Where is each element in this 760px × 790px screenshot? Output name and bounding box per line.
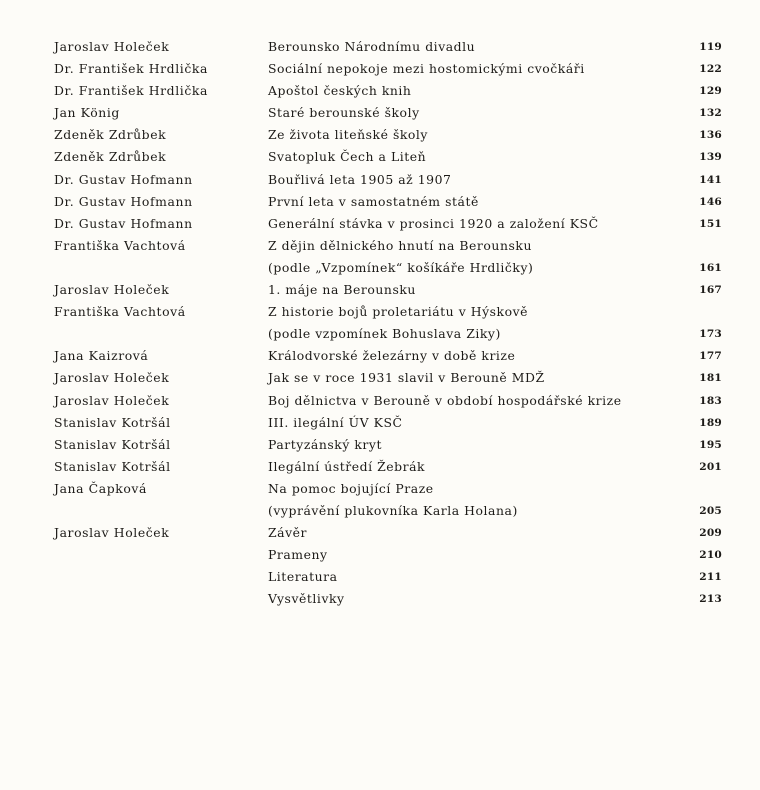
- toc-title: Ilegální ústředí Žebrák: [268, 458, 426, 474]
- toc-title: Prameny: [268, 547, 328, 563]
- toc-title: (vyprávění plukovníka Karla Holana): [268, 502, 518, 518]
- toc-page-number: 151: [699, 217, 722, 230]
- toc-title: Sociální nepokoje mezi hostomickými cvočkáři: [268, 61, 585, 77]
- toc-title: (podle „Vzpomínek“ košíkáře Hrdličky): [268, 259, 534, 275]
- toc-page-number: 177: [699, 350, 722, 363]
- toc-entry: [0, 566, 760, 588]
- toc-title: Králodvorské železárny v době krize: [268, 348, 516, 364]
- toc-author: Dr. František Hrdlička: [54, 61, 208, 77]
- toc-author: Jana Kaizrová: [54, 348, 149, 364]
- toc-entry: [0, 102, 760, 124]
- toc-entry: [0, 323, 760, 345]
- toc-author: Jana Čapková: [54, 480, 148, 496]
- toc-entry: [0, 80, 760, 102]
- toc-entry: [0, 367, 760, 389]
- toc-entry: [0, 478, 760, 500]
- toc-title: Vysvětlivky: [268, 591, 345, 607]
- toc-author: Zdeněk Zdrůbek: [54, 149, 167, 165]
- table-of-contents: [0, 36, 760, 610]
- toc-author: Dr. Gustav Hofmann: [54, 171, 193, 187]
- toc-author: Jaroslav Holeček: [54, 282, 170, 298]
- toc-entry: [0, 169, 760, 191]
- toc-entry: [0, 279, 760, 301]
- toc-title: III. ilegální ÚV KSČ: [268, 414, 403, 430]
- toc-author: Stanislav Kotršál: [54, 436, 171, 452]
- toc-entry: [0, 434, 760, 456]
- toc-page-number: 136: [699, 129, 722, 142]
- toc-entry: [0, 412, 760, 434]
- toc-entry: [0, 390, 760, 412]
- toc-entry: [0, 544, 760, 566]
- toc-title: Literatura: [268, 569, 338, 585]
- toc-title: Závěr: [268, 525, 308, 541]
- toc-entry: [0, 36, 760, 58]
- toc-entry: [0, 124, 760, 146]
- toc-title: Staré berounské školy: [268, 105, 420, 121]
- toc-title: Z historie bojů proletariátu v Hýskově: [268, 304, 529, 320]
- toc-page-number: 119: [699, 41, 722, 53]
- toc-title: 1. máje na Berounsku: [268, 282, 416, 298]
- toc-entry: [0, 301, 760, 323]
- toc-entry: [0, 345, 760, 367]
- toc-page-number: 210: [699, 549, 722, 562]
- toc-entry: [0, 191, 760, 213]
- toc-page-number: 189: [699, 416, 722, 429]
- toc-page-number: 132: [699, 107, 722, 120]
- toc-title: Berounsko Národnímu divadlu: [268, 39, 476, 54]
- toc-page-number: 167: [699, 284, 722, 297]
- toc-author: Dr. Gustav Hofmann: [54, 215, 193, 231]
- toc-page-number: 183: [699, 394, 722, 407]
- toc-author: Dr. Gustav Hofmann: [54, 193, 193, 209]
- toc-author: Jaroslav Holeček: [54, 39, 170, 54]
- toc-page-number: 146: [699, 195, 722, 208]
- toc-title: Z dějin dělnického hnutí na Berounsku: [268, 237, 532, 253]
- toc-entry: [0, 146, 760, 168]
- toc-page-number: 161: [699, 261, 722, 274]
- toc-page-number: 173: [699, 328, 722, 341]
- toc-title: Jak se v roce 1931 slavil v Berouně MDŽ: [268, 370, 545, 386]
- toc-entry: [0, 522, 760, 544]
- toc-page-number: 141: [699, 173, 722, 186]
- toc-author: Dr. František Hrdlička: [54, 83, 208, 99]
- toc-author: Jan König: [54, 105, 120, 121]
- toc-title: Na pomoc bojující Praze: [268, 480, 434, 496]
- toc-title: Ze života liteňské školy: [268, 127, 428, 143]
- toc-title: Boj dělnictva v Berouně v období hospodářské krize: [268, 392, 622, 408]
- toc-entry: [0, 235, 760, 257]
- toc-title: Generální stávka v prosinci 1920 a založení KSČ: [268, 215, 599, 231]
- toc-page-number: 211: [699, 571, 722, 584]
- toc-page-number: 139: [699, 151, 722, 164]
- toc-entry: [0, 58, 760, 80]
- toc-author: Stanislav Kotršál: [54, 458, 171, 474]
- toc-author: Jaroslav Holeček: [54, 392, 170, 408]
- toc-entry: [0, 257, 760, 279]
- toc-page-number: 122: [699, 63, 722, 76]
- toc-author: Jaroslav Holeček: [54, 525, 170, 541]
- toc-author: Zdeněk Zdrůbek: [54, 127, 167, 143]
- toc-entry: [0, 500, 760, 522]
- toc-author: Stanislav Kotršál: [54, 414, 171, 430]
- toc-entry: [0, 456, 760, 478]
- toc-page-number: 213: [699, 593, 722, 606]
- toc-title: První leta v samostatném státě: [268, 193, 479, 209]
- toc-page-number: 129: [699, 85, 722, 98]
- toc-page-number: 209: [699, 527, 722, 540]
- toc-author: Františka Vachtová: [54, 304, 186, 320]
- toc-title: (podle vzpomínek Bohuslava Ziky): [268, 326, 501, 342]
- toc-author: Františka Vachtová: [54, 237, 186, 253]
- toc-author: Jaroslav Holeček: [54, 370, 170, 386]
- toc-page-number: 181: [699, 372, 722, 385]
- toc-entry: [0, 213, 760, 235]
- toc-page-number: 195: [699, 438, 722, 451]
- toc-entry: [0, 588, 760, 610]
- toc-title: Apoštol českých knih: [268, 83, 412, 99]
- toc-title: Partyzánský kryt: [268, 436, 382, 452]
- toc-title: Bouřlivá leta 1905 až 1907: [268, 171, 452, 187]
- toc-page-number: 201: [699, 460, 722, 473]
- toc-page-number: 205: [699, 504, 722, 517]
- toc-title: Svatopluk Čech a Liteň: [268, 149, 427, 165]
